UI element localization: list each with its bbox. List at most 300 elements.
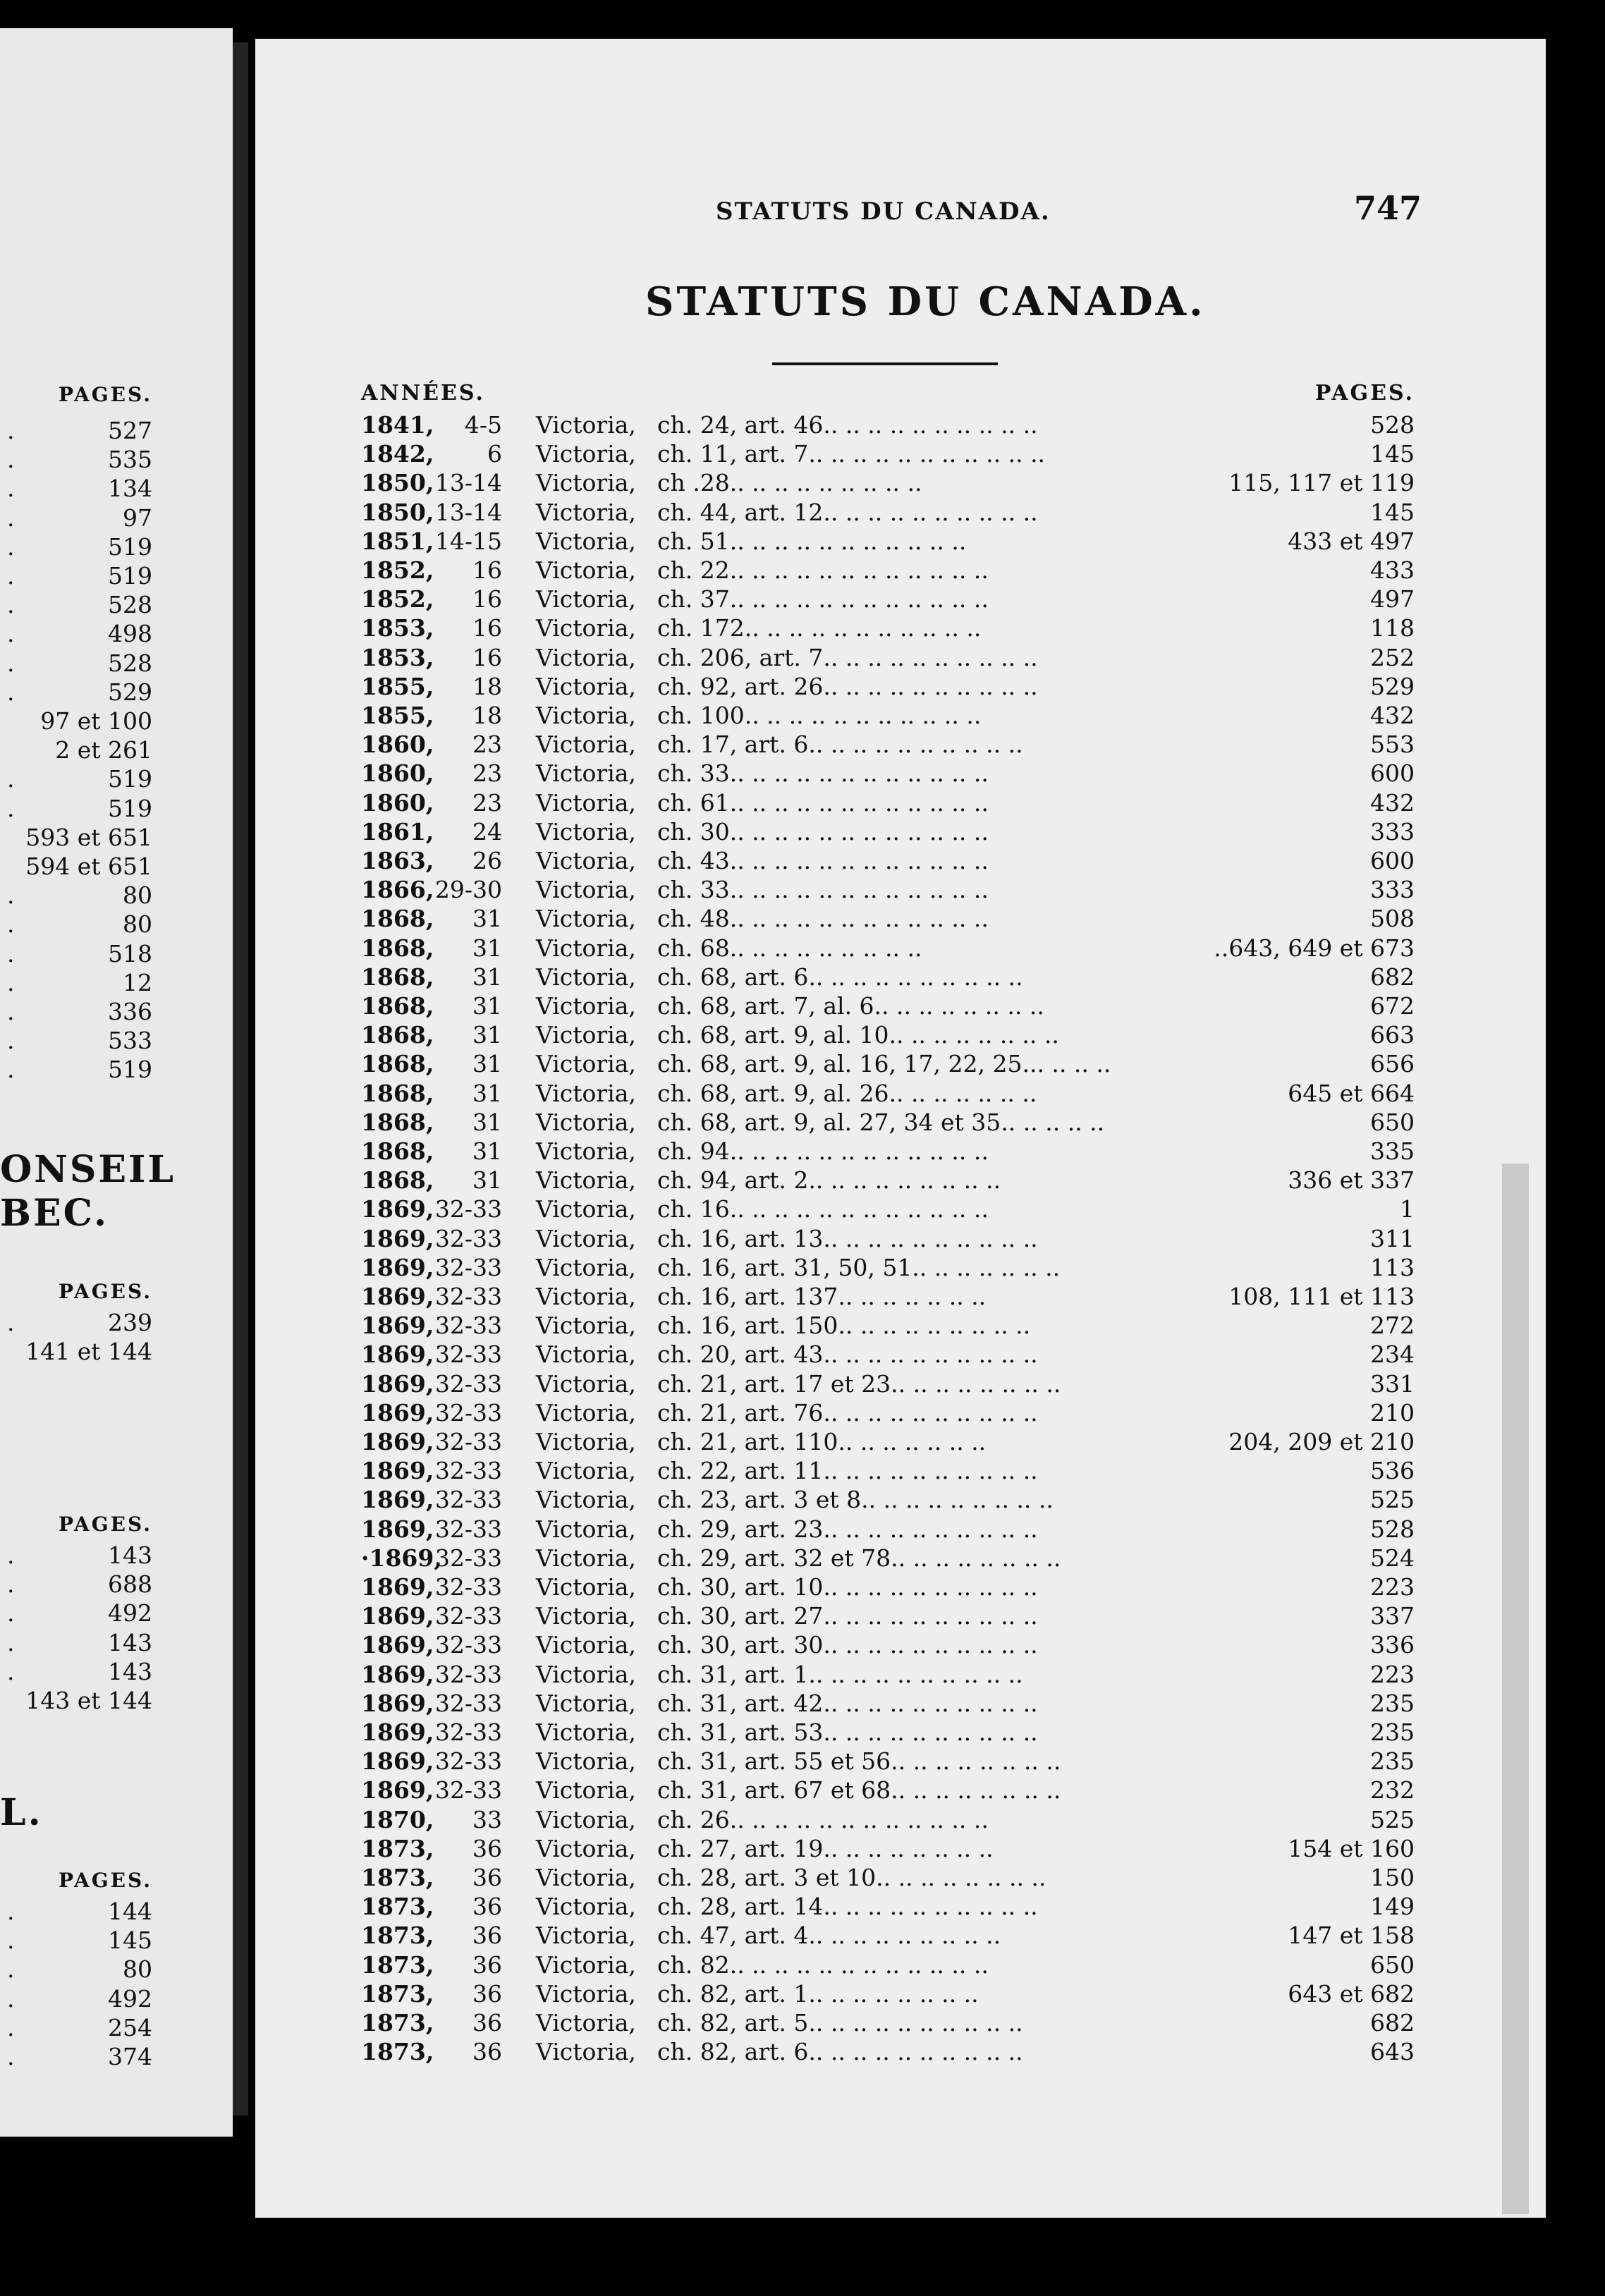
left-page-entry: 528 — [108, 591, 152, 619]
chapter-cell: ch. 47, art. 4.. .. .. .. .. .. .. .. .. — [657, 1922, 1001, 1950]
left-page-entry: 498 — [108, 620, 152, 648]
left-page-entry: 143 et 144 — [25, 1687, 152, 1714]
chapter-cell: ch. 22, art. 11.. .. .. .. .. .. .. .. .. .. — [657, 1457, 1038, 1485]
pages-cell: 650 — [1370, 1950, 1415, 1979]
table-row — [0, 1921, 1605, 1950]
chapter-cell: ch. 206, art. 7.. .. .. .. .. .. .. .. .. .. — [657, 643, 1038, 671]
pages-cell: 337 — [1370, 1602, 1415, 1630]
session-cell: 36 — [472, 1834, 502, 1862]
session-cell: 16 — [472, 643, 502, 671]
year-cell: 1868, — [361, 1137, 434, 1165]
year-cell: 1869, — [361, 1253, 434, 1281]
table-row — [0, 1485, 1605, 1514]
year-cell: 1863, — [361, 847, 434, 874]
year-cell: 1851, — [361, 527, 434, 555]
pages-cell: 656 — [1370, 1050, 1415, 1078]
table-row — [0, 1747, 1605, 1776]
year-cell: ·1869, — [361, 1544, 442, 1572]
session-cell: 23 — [472, 788, 502, 817]
left-column-header: PAGES. — [59, 383, 152, 406]
leader-dot: . — [7, 649, 15, 677]
reign-cell: Victoria, — [536, 1253, 636, 1281]
chapter-cell: ch. 92, art. 26.. .. .. .. .. .. .. .. .. .. — [657, 672, 1038, 700]
year-cell: 1869, — [361, 1312, 434, 1340]
reign-cell: Victoria, — [536, 1341, 636, 1369]
chapter-cell: ch. 82, art. 6.. .. .. .. .. .. .. .. .. .. — [657, 2038, 1023, 2066]
session-cell: 16 — [472, 585, 502, 613]
left-page-entry: 593 et 651 — [25, 823, 152, 851]
session-cell: 13-14 — [434, 498, 502, 526]
reign-cell: Victoria, — [536, 1893, 636, 1921]
chapter-cell: ch. 20, art. 43.. .. .. .. .. .. .. .. .. .. — [657, 1341, 1038, 1369]
reign-cell: Victoria, — [536, 1864, 636, 1891]
year-cell: 1869, — [361, 1398, 434, 1427]
leader-dot: . — [7, 998, 15, 1025]
session-cell: 14-15 — [434, 527, 502, 555]
chapter-cell: ch. 33.. .. .. .. .. .. .. .. .. .. .. .. — [657, 876, 989, 904]
pages-cell: 432 — [1370, 702, 1415, 729]
reign-cell: Victoria, — [536, 556, 636, 584]
table-row — [0, 672, 1605, 701]
session-cell: 32-33 — [434, 1544, 502, 1572]
session-cell: 31 — [472, 992, 502, 1020]
reign-cell: Victoria, — [536, 585, 636, 613]
pages-cell: 528 — [1370, 411, 1415, 439]
left-page-entry: 374 — [108, 2043, 152, 2070]
left-page-entry: 594 et 651 — [25, 853, 152, 880]
table-row — [0, 1689, 1605, 1718]
year-cell: 1873, — [361, 1950, 434, 1979]
table-row — [0, 1282, 1605, 1311]
leader-dot: . — [7, 417, 15, 444]
reign-cell: Victoria, — [536, 1312, 636, 1340]
pages-cell: 252 — [1370, 643, 1415, 671]
chapter-cell: ch. 21, art. 17 et 23.. .. .. .. .. .. .. .. — [657, 1369, 1061, 1398]
session-cell: 31 — [472, 1021, 502, 1049]
table-row — [0, 1805, 1605, 1834]
table-row — [0, 701, 1605, 730]
year-cell: 1869, — [361, 1689, 434, 1717]
reign-cell: Victoria, — [536, 1979, 636, 2008]
reign-cell: Victoria, — [536, 1834, 636, 1862]
chapter-cell: ch. 22.. .. .. .. .. .. .. .. .. .. .. .. — [657, 556, 989, 584]
left-page-entry: 254 — [108, 2013, 152, 2041]
session-cell: 32-33 — [434, 1224, 502, 1252]
year-cell: 1855, — [361, 672, 434, 700]
session-cell: 31 — [472, 963, 502, 991]
pages-cell: 336 et 337 — [1288, 1166, 1415, 1195]
left-page-entry: 519 — [108, 562, 152, 590]
pages-cell: 147 et 158 — [1288, 1922, 1415, 1950]
year-cell: 1868, — [361, 1021, 434, 1049]
table-row — [0, 2037, 1605, 2066]
table-row — [0, 1515, 1605, 1544]
pages-cell: 524 — [1370, 1544, 1415, 1572]
reign-cell: Victoria, — [536, 1195, 636, 1223]
leader-dot: . — [7, 881, 15, 910]
table-row — [0, 1776, 1605, 1805]
chapter-cell: ch. 21, art. 76.. .. .. .. .. .. .. .. .. .. — [657, 1398, 1038, 1427]
left-page-entry: 528 — [108, 649, 152, 677]
table-row — [0, 963, 1605, 991]
reign-cell: Victoria, — [536, 788, 636, 817]
reign-cell: Victoria, — [536, 1079, 636, 1107]
session-cell: 32-33 — [434, 1486, 502, 1514]
year-cell: 1868, — [361, 905, 434, 933]
year-cell: 1869, — [361, 1660, 434, 1688]
chapter-cell: ch. 44, art. 12.. .. .. .. .. .. .. .. .. .. — [657, 498, 1038, 526]
reign-cell: Victoria, — [536, 614, 636, 642]
reign-cell: Victoria, — [536, 1805, 636, 1833]
year-cell: 1873, — [361, 1893, 434, 1921]
year-cell: 1873, — [361, 1834, 434, 1862]
column-header-years: ANNÉES. — [361, 381, 485, 405]
year-cell: 1869, — [361, 1341, 434, 1369]
leader-dot: . — [7, 562, 15, 590]
left-page-entry: 145 — [108, 1926, 152, 1955]
table-row — [0, 1892, 1605, 1921]
year-cell: 1853, — [361, 643, 434, 671]
chapter-cell: ch. 28, art. 3 et 10.. .. .. .. .. .. .. .. — [657, 1864, 1046, 1891]
reign-cell: Victoria, — [536, 992, 636, 1020]
year-cell: 1869, — [361, 1457, 434, 1485]
year-cell: 1850, — [361, 469, 434, 497]
title-rule — [772, 362, 998, 365]
session-cell: 4-5 — [464, 411, 502, 439]
year-cell: 1870, — [361, 1805, 434, 1833]
year-cell: 1842, — [361, 440, 434, 468]
chapter-cell: ch. 16.. .. .. .. .. .. .. .. .. .. .. .. — [657, 1195, 989, 1223]
left-page-entry: 2 et 261 — [55, 736, 152, 764]
leader-dot: . — [7, 1628, 15, 1656]
pages-cell: 149 — [1370, 1893, 1415, 1921]
table-row — [0, 556, 1605, 585]
left-page-entry: 519 — [108, 1056, 152, 1084]
leader-dot: . — [7, 910, 15, 939]
reign-cell: Victoria, — [536, 934, 636, 962]
reign-cell: Victoria, — [536, 1224, 636, 1252]
leader-dot: . — [7, 591, 15, 619]
chapter-cell: ch. 24, art. 46.. .. .. .. .. .. .. .. .. .. — [657, 411, 1038, 439]
table-row — [0, 1253, 1605, 1282]
pages-cell: 663 — [1370, 1021, 1415, 1049]
year-cell: 1852, — [361, 556, 434, 584]
reign-cell: Victoria, — [536, 672, 636, 700]
reign-cell: Victoria, — [536, 411, 636, 439]
page-number: 747 — [1354, 189, 1422, 227]
left-page-entry: 97 — [123, 503, 152, 532]
table-row — [0, 643, 1605, 672]
pages-cell: 643 et 682 — [1288, 1979, 1415, 2008]
left-page-entry: 143 — [108, 1628, 152, 1656]
table-row — [0, 1834, 1605, 1863]
reign-cell: Victoria, — [536, 1021, 636, 1049]
session-cell: 31 — [472, 1108, 502, 1136]
chapter-cell: ch. 33.. .. .. .. .. .. .. .. .. .. .. .. — [657, 759, 989, 788]
left-page-entry: 141 et 144 — [25, 1338, 152, 1366]
chapter-cell: ch. 31, art. 55 et 56.. .. .. .. .. .. .. .. — [657, 1747, 1061, 1776]
pages-cell: 154 et 160 — [1288, 1834, 1415, 1862]
pages-cell: 600 — [1370, 759, 1415, 788]
session-cell: 32-33 — [434, 1718, 502, 1746]
left-page-entry: 518 — [108, 939, 152, 967]
year-cell: 1868, — [361, 1050, 434, 1078]
table-row — [0, 410, 1605, 439]
year-cell: 1860, — [361, 759, 434, 788]
pages-cell: 529 — [1370, 672, 1415, 700]
chapter-cell: ch. 21, art. 110.. .. .. .. .. .. .. — [657, 1428, 987, 1455]
left-section-heading: L. — [0, 1791, 43, 1834]
year-cell: 1868, — [361, 1166, 434, 1195]
left-page-entry: 239 — [108, 1309, 152, 1336]
chapter-cell: ch. 68, art. 7, al. 6.. .. .. .. .. .. .. .. — [657, 992, 1044, 1020]
pages-cell: 525 — [1370, 1805, 1415, 1833]
session-cell: 6 — [487, 440, 502, 468]
year-cell: 1869, — [361, 1283, 434, 1310]
year-cell: 1860, — [361, 788, 434, 817]
chapter-cell: ch. 31, art. 42.. .. .. .. .. .. .. .. .. .. — [657, 1689, 1038, 1717]
left-column-header: PAGES. — [59, 1280, 152, 1303]
table-row — [0, 1573, 1605, 1601]
reign-cell: Victoria, — [536, 1515, 636, 1543]
table-row — [0, 730, 1605, 759]
left-page-entry: 492 — [108, 1599, 152, 1628]
year-cell: 1869, — [361, 1224, 434, 1252]
reign-cell: Victoria, — [536, 498, 636, 526]
left-page-entry: 519 — [108, 532, 152, 561]
leader-dot: . — [7, 1309, 15, 1336]
year-cell: 1850, — [361, 498, 434, 526]
left-page-entry: 134 — [108, 475, 152, 503]
leader-dot: . — [7, 939, 15, 967]
session-cell: 32-33 — [434, 1602, 502, 1630]
table-row — [0, 875, 1605, 904]
left-column-header: PAGES. — [59, 1513, 152, 1536]
session-cell: 32-33 — [434, 1573, 502, 1601]
table-row — [0, 1311, 1605, 1340]
table-row — [0, 1456, 1605, 1485]
chapter-cell: ch. 82.. .. .. .. .. .. .. .. .. .. .. .. — [657, 1950, 989, 1979]
reign-cell: Victoria, — [536, 817, 636, 845]
chapter-cell: ch. 30, art. 30.. .. .. .. .. .. .. .. .. .. — [657, 1631, 1038, 1659]
table-row — [0, 1049, 1605, 1078]
leader-dot: . — [7, 765, 15, 793]
session-cell: 29-30 — [434, 876, 502, 904]
session-cell: 32-33 — [434, 1195, 502, 1223]
table-row — [0, 1108, 1605, 1137]
reign-cell: Victoria, — [536, 731, 636, 759]
year-cell: 1873, — [361, 2009, 434, 2037]
chapter-cell: ch. 100.. .. .. .. .. .. .. .. .. .. .. — [657, 702, 982, 729]
table-row — [0, 1398, 1605, 1427]
pages-cell: 204, 209 et 210 — [1228, 1428, 1415, 1455]
year-cell: 1868, — [361, 934, 434, 962]
left-page-entry: 533 — [108, 1027, 152, 1055]
pages-cell: 525 — [1370, 1486, 1415, 1514]
running-title: STATUTS DU CANADA. — [716, 197, 1051, 226]
leader-dot: . — [7, 475, 15, 503]
table-row — [0, 846, 1605, 875]
reign-cell: Victoria, — [536, 1369, 636, 1398]
table-row — [0, 1340, 1605, 1369]
leader-dot: . — [7, 1926, 15, 1955]
left-page-entry: 529 — [108, 678, 152, 706]
chapter-cell: ch. 68, art. 9, al. 26.. .. .. .. .. .. .. — [657, 1079, 1037, 1107]
leader-dot: . — [7, 1955, 15, 1984]
leader-dot: . — [7, 1599, 15, 1628]
chapter-cell: ch. 16, art. 13.. .. .. .. .. .. .. .. .. .. — [657, 1224, 1038, 1252]
chapter-cell: ch. 31, art. 53.. .. .. .. .. .. .. .. .. .. — [657, 1718, 1038, 1746]
pages-cell: 433 et 497 — [1288, 527, 1415, 555]
pages-cell: 232 — [1370, 1776, 1415, 1805]
pages-cell: ..643, 649 et 673 — [1214, 934, 1415, 962]
reign-cell: Victoria, — [536, 1398, 636, 1427]
reign-cell: Victoria, — [536, 1428, 636, 1455]
year-cell: 1868, — [361, 963, 434, 991]
chapter-cell: ch. 16, art. 31, 50, 51.. .. .. .. .. .. .. — [657, 1253, 1061, 1281]
reign-cell: Victoria, — [536, 1544, 636, 1572]
pages-cell: 645 et 664 — [1288, 1079, 1415, 1107]
pages-cell: 331 — [1370, 1369, 1415, 1398]
page-title: STATUTS DU CANADA. — [645, 279, 1206, 325]
reign-cell: Victoria, — [536, 1457, 636, 1485]
left-page-entry: 80 — [123, 910, 152, 939]
left-page-entry: 535 — [108, 446, 152, 474]
leader-dot: . — [7, 794, 15, 822]
reign-cell: Victoria, — [536, 905, 636, 933]
pages-cell: 118 — [1370, 614, 1415, 642]
year-cell: 1873, — [361, 1864, 434, 1891]
year-cell: 1866, — [361, 876, 434, 904]
chapter-cell: ch. 28, art. 14.. .. .. .. .. .. .. .. .. .. — [657, 1893, 1038, 1921]
chapter-cell: ch. 68, art. 9, al. 16, 17, 22, 25... .. .. .. — [657, 1050, 1111, 1078]
leader-dot: . — [7, 1657, 15, 1685]
session-cell: 32-33 — [434, 1689, 502, 1717]
session-cell: 32-33 — [434, 1341, 502, 1369]
pages-cell: 223 — [1370, 1660, 1415, 1688]
left-page-entry: 143 — [108, 1657, 152, 1685]
reign-cell: Victoria, — [536, 963, 636, 991]
table-row — [0, 1630, 1605, 1659]
table-row — [0, 2008, 1605, 2037]
year-cell: 1869, — [361, 1718, 434, 1746]
pages-cell: 145 — [1370, 498, 1415, 526]
chapter-cell: ch. 30, art. 27.. .. .. .. .. .. .. .. .. .. — [657, 1602, 1038, 1630]
year-cell: 1852, — [361, 585, 434, 613]
chapter-cell: ch. 68, art. 6.. .. .. .. .. .. .. .. .. .. — [657, 963, 1023, 991]
pages-cell: 113 — [1370, 1253, 1415, 1281]
table-row — [0, 439, 1605, 468]
pages-cell: 433 — [1370, 556, 1415, 584]
chapter-cell: ch. 27, art. 19.. .. .. .. .. .. .. .. — [657, 1834, 994, 1862]
table-row — [0, 1427, 1605, 1456]
reign-cell: Victoria, — [536, 2009, 636, 2037]
session-cell: 26 — [472, 847, 502, 874]
leader-dot: . — [7, 678, 15, 706]
chapter-cell: ch. 11, art. 7.. .. .. .. .. .. .. .. .. .. .. — [657, 440, 1046, 468]
session-cell: 16 — [472, 614, 502, 642]
pages-cell: 536 — [1370, 1457, 1415, 1485]
year-cell: 1868, — [361, 1079, 434, 1107]
pages-cell: 528 — [1370, 1515, 1415, 1543]
pages-cell: 272 — [1370, 1312, 1415, 1340]
reign-cell: Victoria, — [536, 876, 636, 904]
pages-cell: 553 — [1370, 731, 1415, 759]
table-row — [0, 1863, 1605, 1892]
reign-cell: Victoria, — [536, 1486, 636, 1514]
year-cell: 1869, — [361, 1515, 434, 1543]
reign-cell: Victoria, — [536, 1573, 636, 1601]
table-row — [0, 1195, 1605, 1223]
session-cell: 32-33 — [434, 1253, 502, 1281]
pages-cell: 235 — [1370, 1689, 1415, 1717]
chapter-cell: ch .28.. .. .. .. .. .. .. .. .. — [657, 469, 922, 497]
reign-cell: Victoria, — [536, 1108, 636, 1136]
chapter-cell: ch. 30, art. 10.. .. .. .. .. .. .. .. .. .. — [657, 1573, 1038, 1601]
pages-cell: 311 — [1370, 1224, 1415, 1252]
year-cell: 1869, — [361, 1602, 434, 1630]
left-page-entry: 80 — [123, 1955, 152, 1984]
reign-cell: Victoria, — [536, 1747, 636, 1776]
leader-dot: . — [7, 1027, 15, 1055]
pages-cell: 643 — [1370, 2038, 1415, 2066]
leader-dot: . — [7, 1984, 15, 2013]
table-row — [0, 904, 1605, 933]
pages-cell: 145 — [1370, 440, 1415, 468]
session-cell: 31 — [472, 1137, 502, 1165]
session-cell: 33 — [472, 1805, 502, 1833]
reign-cell: Victoria, — [536, 1050, 636, 1078]
session-cell: 23 — [472, 759, 502, 788]
session-cell: 32-33 — [434, 1515, 502, 1543]
left-column-header: PAGES. — [59, 1869, 152, 1892]
leader-dot: . — [7, 532, 15, 561]
session-cell: 32-33 — [434, 1398, 502, 1427]
reign-cell: Victoria, — [536, 1922, 636, 1950]
session-cell: 16 — [472, 556, 502, 584]
year-cell: 1869, — [361, 1573, 434, 1601]
chapter-cell: ch. 43.. .. .. .. .. .. .. .. .. .. .. .. — [657, 847, 989, 874]
session-cell: 32-33 — [434, 1631, 502, 1659]
left-section-heading: BEC. — [0, 1192, 109, 1235]
pages-cell: 335 — [1370, 1137, 1415, 1165]
year-cell: 1873, — [361, 1922, 434, 1950]
session-cell: 18 — [472, 672, 502, 700]
session-cell: 31 — [472, 1166, 502, 1195]
reign-cell: Victoria, — [536, 759, 636, 788]
left-page-entry: 80 — [123, 881, 152, 910]
year-cell: 1869, — [361, 1747, 434, 1776]
session-cell: 24 — [472, 817, 502, 845]
table-row — [0, 498, 1605, 527]
table-row — [0, 468, 1605, 497]
session-cell: 31 — [472, 934, 502, 962]
table-row — [0, 991, 1605, 1020]
chapter-cell: ch. 31, art. 67 et 68.. .. .. .. .. .. .. .. — [657, 1776, 1061, 1805]
table-row — [0, 1137, 1605, 1166]
pages-cell: 150 — [1370, 1864, 1415, 1891]
chapter-cell: ch. 29, art. 32 et 78.. .. .. .. .. .. .. .. — [657, 1544, 1061, 1572]
chapter-cell: ch. 82, art. 5.. .. .. .. .. .. .. .. .. .. — [657, 2009, 1023, 2037]
year-cell: 1861, — [361, 817, 434, 845]
pages-cell: 333 — [1370, 876, 1415, 904]
session-cell: 36 — [472, 1893, 502, 1921]
reign-cell: Victoria, — [536, 1631, 636, 1659]
session-cell: 36 — [472, 1922, 502, 1950]
session-cell: 36 — [472, 1864, 502, 1891]
pages-cell: 508 — [1370, 905, 1415, 933]
pages-cell: 235 — [1370, 1747, 1415, 1776]
